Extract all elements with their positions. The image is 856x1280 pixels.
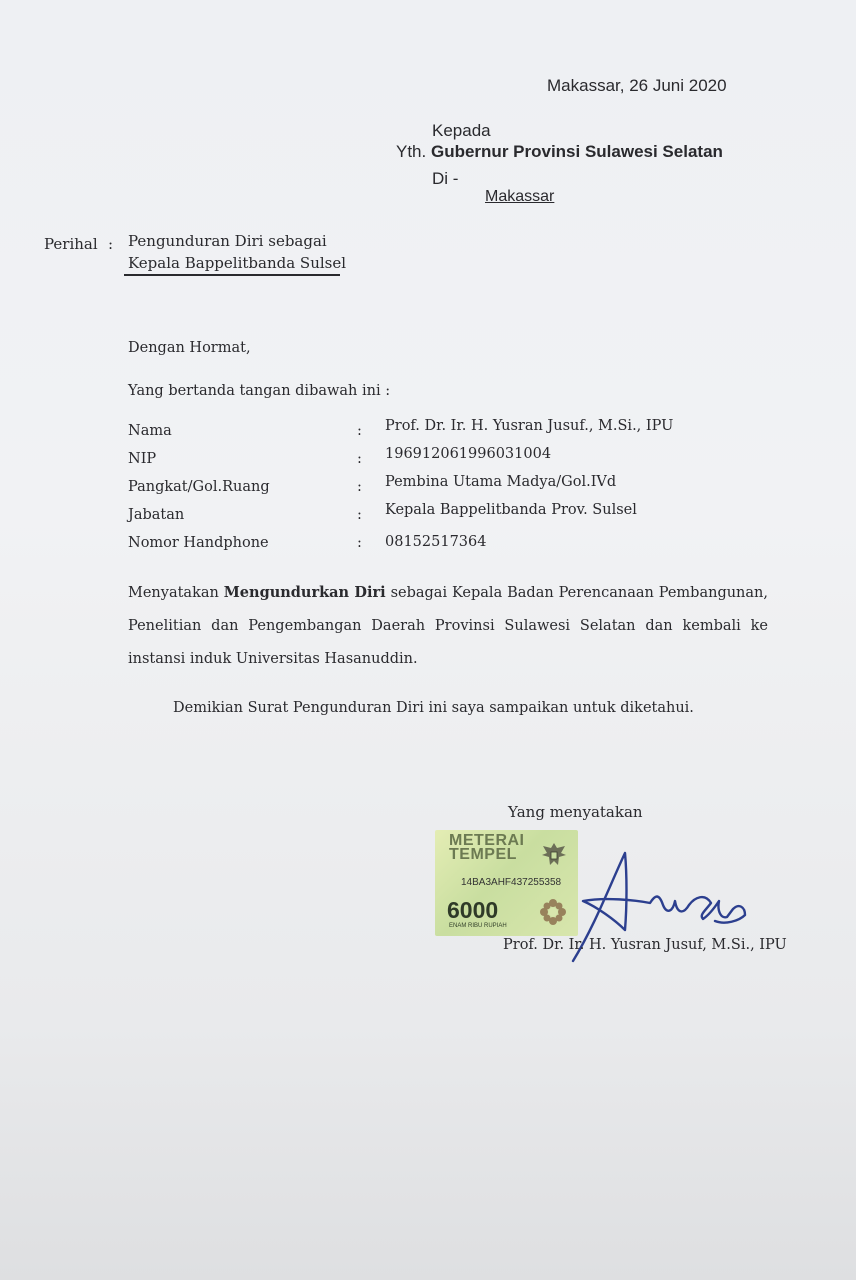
- statement-paragraph: [128, 576, 768, 676]
- statement-pre: Menyatakan: [128, 585, 224, 601]
- signature-heading: Yang menyatakan: [508, 803, 643, 821]
- letter-date: Makassar, 26 Juni 2020: [547, 76, 727, 95]
- field-value-handphone: 08152517364: [385, 534, 487, 550]
- subject-underline: [124, 274, 340, 276]
- yth-prefix: Yth.: [396, 142, 427, 161]
- signer-name: Prof. Dr. Ir. H. Yusran Jusuf, M.Si., IPU: [503, 937, 787, 953]
- field-label-jabatan: Jabatan: [128, 507, 185, 523]
- field-value-nip: 196912061996031004: [385, 446, 552, 462]
- recipient-name: Gubernur Provinsi Sulawesi Selatan: [430, 142, 723, 161]
- field-label-handphone: Nomor Handphone: [128, 535, 269, 551]
- field-colon-nama: :: [357, 423, 362, 439]
- closing-line: Demikian Surat Pengunduran Diri ini saya sampaikan untuk diketahui.: [173, 700, 694, 716]
- stamp-value: 6000: [447, 897, 499, 923]
- field-colon-pangkat: :: [357, 479, 362, 495]
- field-colon-nip: :: [357, 451, 362, 467]
- stamp-serial: 14BA3AHF437255358: [461, 877, 562, 888]
- kepada-label: Kepada: [432, 121, 491, 140]
- subject-line-2: Kepala Bappelitbanda Sulsel: [128, 254, 347, 272]
- intro-line: Yang bertanda tangan dibawah ini :: [128, 383, 391, 399]
- field-label-nip: NIP: [128, 451, 157, 467]
- di-label: Di -: [432, 169, 459, 188]
- greeting: Dengan Hormat,: [128, 340, 251, 356]
- field-colon-handphone: :: [357, 535, 362, 551]
- field-value-jabatan: Kepala Bappelitbanda Prov. Sulsel: [385, 502, 637, 518]
- field-value-pangkat: Pembina Utama Madya/Gol.IVd: [385, 474, 617, 490]
- stamp-title-line-1: METERAI: [449, 832, 525, 849]
- stamp-title: [449, 834, 525, 862]
- statement-post: sebagai Kepala Badan Perencanaan Pembangunan, Penelitian dan Pengembangan Daerah Provinsi Sulawesi Selatan dan kembali ke instansi induk Universitas Hasanuddin.: [128, 585, 768, 667]
- field-value-nama: Prof. Dr. Ir. H. Yusran Jusuf., M.Si., IPU: [385, 418, 674, 434]
- subject-label: Perihal: [44, 235, 98, 253]
- field-label-pangkat: Pangkat/Gol.Ruang: [128, 479, 270, 495]
- recipient-line: [396, 142, 723, 162]
- field-colon-jabatan: :: [357, 507, 362, 523]
- stamp-title-line-2: TEMPEL: [449, 846, 517, 863]
- field-label-nama: Nama: [128, 423, 172, 439]
- subject-line-1: Pengunduran Diri sebagai: [128, 232, 327, 250]
- stamp-value-words: ENAM RIBU RUPIAH: [449, 923, 507, 929]
- recipient-city: Makassar: [485, 188, 555, 205]
- subject-colon: :: [108, 235, 114, 253]
- statement-bold: Mengundurkan Diri: [223, 584, 386, 601]
